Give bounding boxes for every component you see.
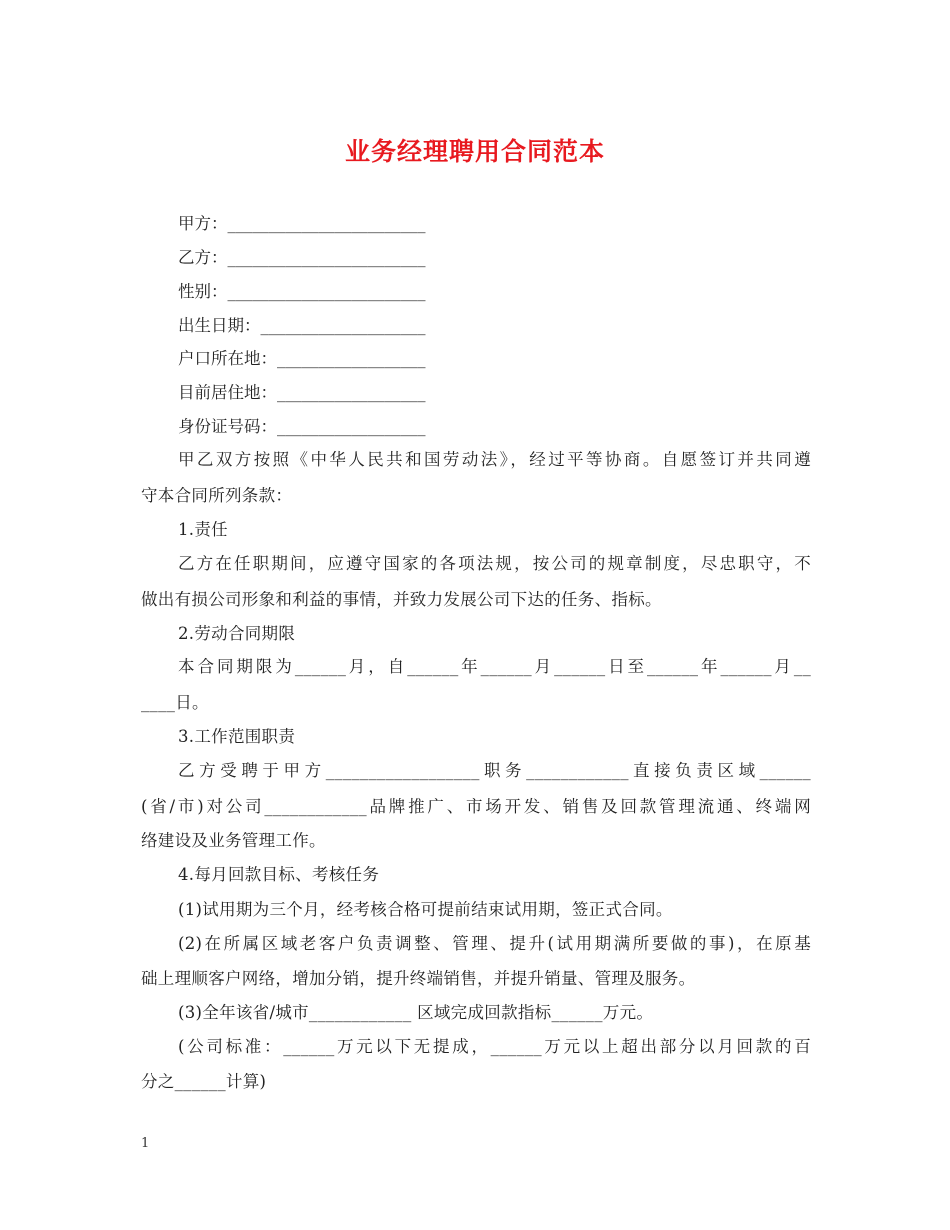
field-party-b: 乙方：________________________ [178,248,426,267]
section-4-item-2-line-1: (2)在所属区域老客户负责调整、管理、提升(试用期满所要做的事)，在原基 [178,934,811,953]
field-current-address: 目前居住地：__________________ [178,383,426,402]
section-4-item-1: (1)试用期为三个月，经考核合格可提前结束试用期，签正式合同。 [178,900,673,919]
section-1-line-1: 乙方在任职期间，应遵守国家的各项法规，按公司的规章制度，尽忠职守，不 [178,554,811,573]
field-birth-date: 出生日期：____________________ [178,316,426,335]
section-heading-1: 1.责任 [178,520,228,539]
section-1-line-2: 做出有损公司形象和利益的事情，并致力发展公司下达的任务、指标。 [141,590,662,609]
section-4-item-2-line-2: 础上理顺客户网络，增加分销，提升终端销售，并提升销量、管理及服务。 [141,969,696,988]
field-gender: 性别：________________________ [178,282,426,301]
field-id-number: 身份证号码：__________________ [178,417,426,436]
intro-line-1: 甲乙双方按照《中华人民共和国劳动法》，经过平等协商。自愿签订并共同遵 [178,450,811,469]
section-2-line-2: ____日。 [141,693,209,712]
company-standard-line-2: 分之______计算) [141,1072,267,1091]
company-standard-line-1: (公司标准：______万元以下无提成，______万元以上超出部分以月回款的百 [178,1037,811,1056]
section-heading-3: 3.工作范围职责 [178,727,296,746]
section-3-line-3: 络建设及业务管理工作。 [141,831,326,850]
field-household-registration: 户口所在地：__________________ [178,349,426,368]
section-3-line-1: 乙方受聘于甲方__________________职务____________直接负责区域______ [178,761,811,780]
section-2-line-1: 本合同期限为______月，自______年______月______日至______年______月__ [178,657,811,676]
document-title: 业务经理聘用合同范本 [344,137,605,166]
section-4-item-3: (3)全年该省/城市____________ 区域完成回款指标______万元。 [178,1003,654,1022]
page-number: 1 [141,1136,150,1151]
section-heading-4: 4.每月回款目标、考核任务 [178,865,380,884]
section-heading-2: 2.劳动合同期限 [178,624,296,643]
section-3-line-2: (省/市)对公司____________品牌推广、市场开发、销售及回款管理流通、终端网 [141,797,811,816]
intro-line-2: 守本合同所列条款： [141,486,293,505]
field-party-a: 甲方：________________________ [178,214,426,233]
